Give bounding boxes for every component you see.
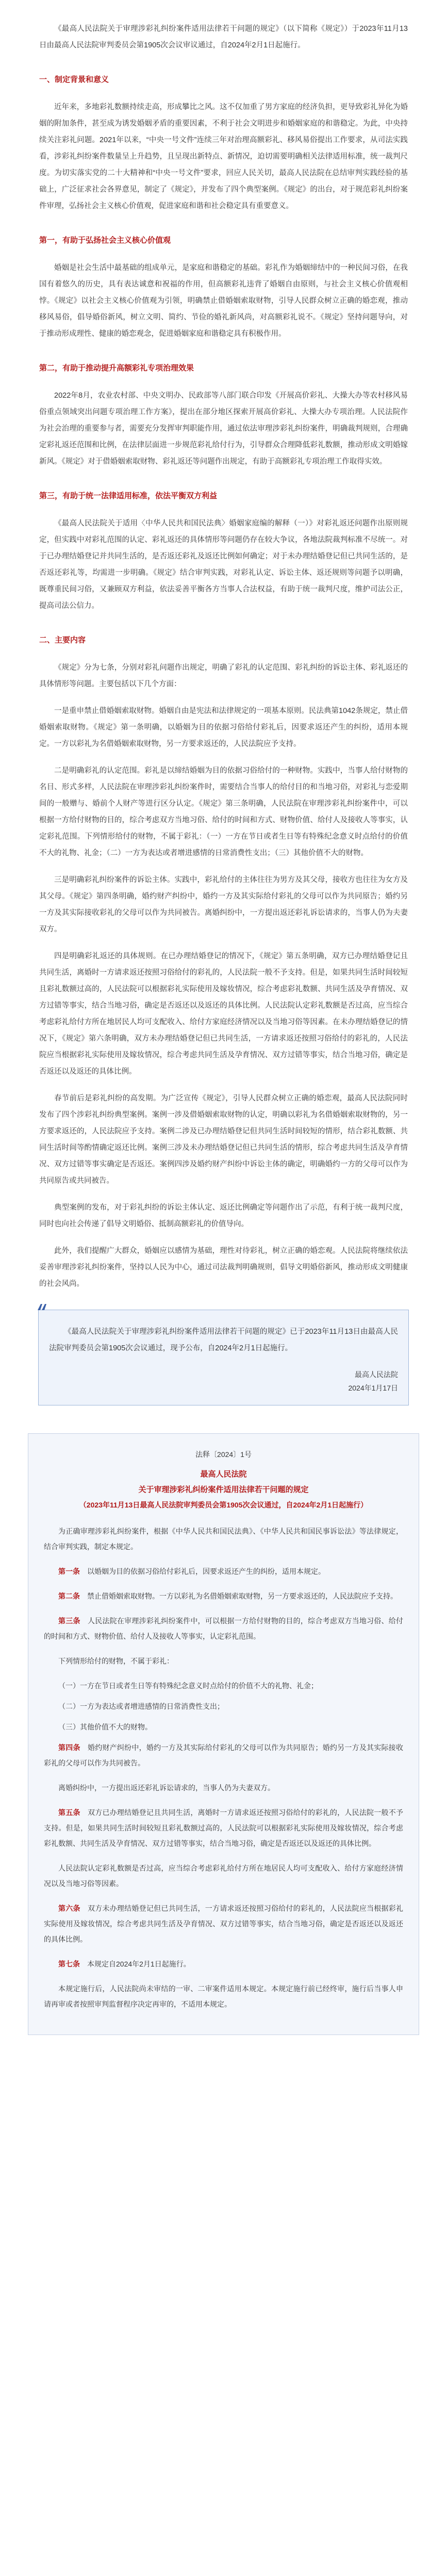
- article-label: 第六条: [58, 1904, 80, 1912]
- document-preamble: 为正确审理涉彩礼纠纷案件，根据《中华人民共和国民法典》、《中华人民共和国民事诉讼法》等法律规定，结合审判实践，制定本规定。: [44, 1527, 403, 1551]
- section-heading-content: 二、主要内容: [39, 636, 86, 645]
- article-item: [44, 1740, 403, 1771]
- article-label: 第三条: [58, 1617, 80, 1625]
- section-heading-background: 一、制定背景和意义: [39, 75, 109, 84]
- article-item: [44, 1588, 403, 1604]
- list-item: （一）一方在节日或者生日等有特殊纪念意义时点给付的价值不大的礼物、礼金；: [58, 1682, 318, 1690]
- paragraph: 二是明确彩礼的认定范围。彩礼是以缔结婚姻为目的依据习俗给付的一种财物。实践中，当事人给付财物的名目、形式多样，人民法院在审理涉彩礼纠纷案件时，需要结合当事人的给付目的和当地习俗，对彩礼与恋爱期间的一般赠与、婚前个人财产等进行区分认定。《规定》第三条明确，人民法院在审理涉彩礼纠纷案件中，可以根据一方给付财物的目的，综合考虑双方当地习俗、给付的时间和方式、财物价值、给付人及接收人等事实，认定彩礼范围。下列情形给付的财物，不属于彩礼：（一）一方在节日或者生日等有特殊纪念意义时点给付的价值不大的礼物、礼金；（二）一方为表达或者增进感情的日常消费性支出；（三）其他价值不大的财物。: [39, 767, 408, 857]
- paragraph: 《规定》分为七条，分别对彩礼问题作出规定，明确了彩礼的认定范围、彩礼纠纷的诉讼主体、彩礼返还的具体情形等问题。主要包括以下几个方面：: [39, 664, 408, 688]
- article-label: 第七条: [58, 1960, 80, 1968]
- exclusion-list: [44, 1678, 403, 1735]
- paragraph: 此外，我们提醒广大群众，婚姻应以感情为基础，理性对待彩礼，树立正确的婚恋观。人民法院将继续依法妥善审理涉彩礼纠纷案件，坚持以人民为中心，通过司法裁判明确规则，倡导文明婚俗新风，推动形成文明健康的社会风尚。: [39, 1247, 408, 1288]
- article-label: 第四条: [58, 1743, 80, 1752]
- article-label: 第二条: [58, 1592, 80, 1600]
- paragraph: 四是明确彩礼返还的具体规则。在已办理结婚登记的情况下，《规定》第五条明确，双方已办理结婚登记且共同生活，离婚时一方请求返还按照习俗给付的彩礼的，人民法院一般不予支持。但是，如果共同生活时间较短且彩礼数额过高的，人民法院可以根据彩礼实际使用及嫁妆情况，综合考虑彩礼数额、共同生活及孕育情况、双方过错等事实，结合当地习俗，确定是否返还以及返还的具体比例。人民法院认定彩礼数额是否过高，应当综合考虑彩礼给付方所在地居民人均可支配收入、给付方家庭经济情况以及当地习俗等因素。在未办理结婚登记的情况下，《规定》第六条明确，双方未办理结婚登记但已共同生活，一方请求返还按照习俗给付的彩礼的，人民法院应当根据彩礼实际使用及嫁妆情况，综合考虑共同生活及孕育情况、双方过错等事实，结合当地习俗，确定是否返还以及返还的具体比例。: [39, 952, 408, 1076]
- article-text: 禁止借婚姻索取财物。一方以彩礼为名借婚姻索取财物，另一方要求返还的，人民法院应予支持。: [87, 1592, 398, 1600]
- regulation-document: [28, 1433, 419, 2035]
- article-item: [44, 1564, 403, 1579]
- subsection-heading: 第三，有助于统一法律适用标准，依法平衡双方利益: [39, 492, 218, 500]
- article-text: 以婚姻为目的依据习俗给付彩礼后，因要求返还产生的纠纷，适用本规定。: [87, 1567, 325, 1575]
- quote-mark-icon: [38, 1304, 47, 1310]
- subsection-heading: 第一，有助于弘扬社会主义核心价值观: [39, 236, 171, 245]
- paragraph: 典型案例的发布，对于彩礼纠纷的诉讼主体认定、返还比例确定等问题作出了示范，有利于统一裁判尺度，同时也向社会传递了倡导文明婚俗、抵制高额彩礼的价值导向。: [39, 1204, 408, 1228]
- summary-date: 2024年1月17日: [348, 1384, 398, 1392]
- article-paragraph: 本规定施行后，人民法院尚未审结的一审、二审案件适用本规定。本规定施行前已经终审，施行后当事人申请再审或者按照审判监督程序决定再审的，不适用本规定。: [44, 1985, 403, 2008]
- paragraph: 2022年8月，农业农村部、中央文明办、民政部等八部门联合印发《开展高价彩礼、大操大办等农村移风易俗重点领域突出问题专项治理工作方案》，提出在部分地区探索开展高价彩礼、大操大办专项治理。人民法院作为社会治理的重要参与者，需要充分发挥审判职能作用，通过依法审理涉彩礼纠纷案件，明确裁判规则，合理确定彩礼返还范围和比例，在法律层面进一步规范彩礼给付行为，引导群众合理降低彩礼数额，推动形成文明婚嫁新风。《规定》对于借婚姻索取财物、彩礼返还等问题作出规定，有助于高额彩礼专项治理工作取得实效。: [39, 392, 408, 466]
- article-item: [44, 1805, 403, 1851]
- document-title: 关于审理涉彩礼纠纷案件适用法律若干问题的规定: [138, 1485, 309, 1494]
- article-text: 双方已办理结婚登记且共同生活，离婚时一方请求返还按照习俗给付的彩礼的，人民法院一般不予支持。但是，如果共同生活时间较短且彩礼数额过高的，人民法院可以根据彩礼实际使用及嫁妆情况，综合考虑彩礼数额、共同生活及孕育情况、双方过错等事实，结合当地习俗，确定是否返还以及返还的具体比例。: [44, 1808, 404, 1848]
- article-label: 第五条: [58, 1808, 80, 1817]
- article-text: 双方未办理结婚登记但已共同生活，一方请求返还按照习俗给付的彩礼的，人民法院应当根据彩礼实际使用及嫁妆情况，综合考虑共同生活及孕育情况、双方过错等事实，结合当地习俗，确定是否返还以及返还的具体比例。: [44, 1904, 404, 1943]
- article-item: [44, 1956, 403, 1972]
- list-item: （三）其他价值不大的财物。: [58, 1723, 152, 1731]
- article-text: 本规定自2024年2月1日起施行。: [87, 1960, 191, 1968]
- article-text: 婚约财产纠纷中，婚约一方及其实际给付彩礼的父母可以作为共同原告；婚约另一方及其实际接收彩礼的父母可以作为共同被告。: [44, 1743, 404, 1767]
- list-intro: 下列情形给付的财物，不属于彩礼：: [58, 1657, 174, 1665]
- paragraph: 《最高人民法院关于适用〈中华人民共和国民法典〉婚姻家庭编的解释（一）》对彩礼返还问题作出原则规定，但实践中对彩礼范围的认定、彩礼返还的具体情形等问题仍存在较大争议，各地法院裁判标准不尽统一。对于已办理结婚登记并共同生活的，是否返还彩礼及返还比例如何确定；对于未办理结婚登记但已共同生活的，是否返还彩礼等，均需进一步明确。《规定》结合审判实践，对彩礼认定、诉讼主体、返还规则等问题予以明确，既尊重民间习俗，又兼顾双方利益，依法妥善平衡各方当事人合法权益，有助于统一裁判尺度，维护司法公正，提高司法公信力。: [39, 519, 408, 610]
- paragraph: 一是重申禁止借婚姻索取财物。婚姻自由是宪法和法律规定的一项基本原则。民法典第1042条规定，禁止借婚姻索取财物。《规定》第一条明确，以婚姻为目的依据习俗给付彩礼后，因要求返还产生的纠纷，适用本规定。一方以彩礼为名借婚姻索取财物，另一方要求返还的，人民法院应予支持。: [39, 707, 408, 748]
- intro-paragraph: 《最高人民法院关于审理涉彩礼纠纷案件适用法律若干问题的规定》（以下简称《规定》）于2023年11月13日由最高人民法院审判委员会第1905次会议审议通过，自2024年2月1日起施行。: [39, 25, 408, 49]
- article-item: [44, 1901, 403, 1947]
- list-item: （二）一方为表达或者增进感情的日常消费性支出；: [58, 1702, 224, 1710]
- document-subtitle: （2023年11月13日最高人民法院审判委员会第1905次会议通过，自2024年2月1日起施行）: [79, 1501, 368, 1509]
- summary-card: [38, 1310, 409, 1405]
- summary-text: 《最高人民法院关于审理涉彩礼纠纷案件适用法律若干问题的规定》已于2023年11月13日由最高人民法院审判委员会第1905次会议通过，现予公布，自2024年2月1日起施行。: [49, 1328, 398, 1352]
- subsection-heading: 第二，有助于推动提升高额彩礼专项治理效果: [39, 364, 194, 372]
- article-label: 第一条: [58, 1567, 80, 1575]
- summary-org: 最高人民法院: [355, 1370, 398, 1379]
- article-item: [44, 1613, 403, 1644]
- paragraph: 近年来，多地彩礼数额持续走高，形成攀比之风。这不仅加重了男方家庭的经济负担，更导致彩礼异化为婚姻的附加条件，甚至成为诱发婚姻矛盾的重要因素，不利于社会文明进步和婚姻家庭的和谐稳定。为此，中央持续关注彩礼问题。2021年以来，“中央一号文件”连续三年对治理高额彩礼、移风易俗提出工作要求，从司法实践看，涉彩礼纠纷案件数量呈上升趋势，且呈现出新特点、新情况，迫切需要明确相关法律适用标准，统一裁判尺度。为切实落实党的二十大精神和“中央一号文件”要求，回应人民关切，最高人民法院在总结审判实践经验的基础上，广泛征求社会各界意见，制定了《规定》，并发布了四个典型案例。《规定》的出台，对于规范彩礼纠纷案件审理，弘扬社会主义核心价值观，促进家庭和谐和社会稳定具有重要意义。: [39, 103, 408, 210]
- document-org: 最高人民法院: [200, 1470, 247, 1479]
- paragraph: 婚姻是社会生活中最基础的组成单元，是家庭和谐稳定的基础。彩礼作为婚姻缔结中的一种民间习俗，在我国有着悠久的历史，具有表达诚意和祝福的作用，但高额彩礼违背了婚姻自由原则，与社会主义核心价值观相悖。《规定》以社会主义核心价值观为引领，明确禁止借婚姻索取财物，引导人民群众树立正确的婚恋观，推动移风易俗，倡导婚俗新风，树立文明、简约、节俭的婚礼新风尚，对高额彩礼说不。《规定》坚持问题导向，对于推动形成理性、健康的婚恋观念，促进婚姻家庭和谐稳定具有积极作用。: [39, 264, 408, 338]
- paragraph: 三是明确彩礼纠纷案件的诉讼主体。实践中，彩礼给付的主体往往为男方及其父母，接收方也往往为女方及其父母。《规定》第四条明确，婚约财产纠纷中，婚约一方及其实际给付彩礼的父母可以作为共同原告；婚约另一方及其实际接收彩礼的父母可以作为共同被告。离婚纠纷中，一方提出返还彩礼诉讼请求的，当事人仍为夫妻双方。: [39, 876, 408, 934]
- paragraph: 春节前后是彩礼纠纷的高发期。为广泛宣传《规定》，引导人民群众树立正确的婚恋观，最高人民法院同时发布了四个涉彩礼纠纷典型案例。案例一涉及借婚姻索取财物的认定，明确以彩礼为名借婚姻索取财物的，另一方要求返还的，人民法院应予支持。案例二涉及已办理结婚登记但共同生活时间较短的情形，结合彩礼数额、共同生活时间等酌情确定返还比例。案例三涉及未办理结婚登记但已共同生活的情形，综合考虑共同生活及孕育情况、双方过错等事实确定是否返还。案例四涉及婚约财产纠纷中诉讼主体的确定，明确婚约一方的父母可以作为共同原告或共同被告。: [39, 1094, 408, 1185]
- document-number: 法释〔2024〕1号: [195, 1450, 252, 1459]
- article-paragraph: 离婚纠纷中，一方提出返还彩礼诉讼请求的，当事人仍为夫妻双方。: [58, 1784, 275, 1792]
- article-paragraph: 人民法院认定彩礼数额是否过高，应当综合考虑彩礼给付方所在地居民人均可支配收入、给付方家庭经济情况以及当地习俗等因素。: [44, 1864, 403, 1888]
- article-text: 人民法院在审理涉彩礼纠纷案件中，可以根据一方给付财物的目的，综合考虑双方当地习俗、给付的时间和方式、财物价值、给付人及接收人等事实，认定彩礼范围。: [44, 1617, 404, 1640]
